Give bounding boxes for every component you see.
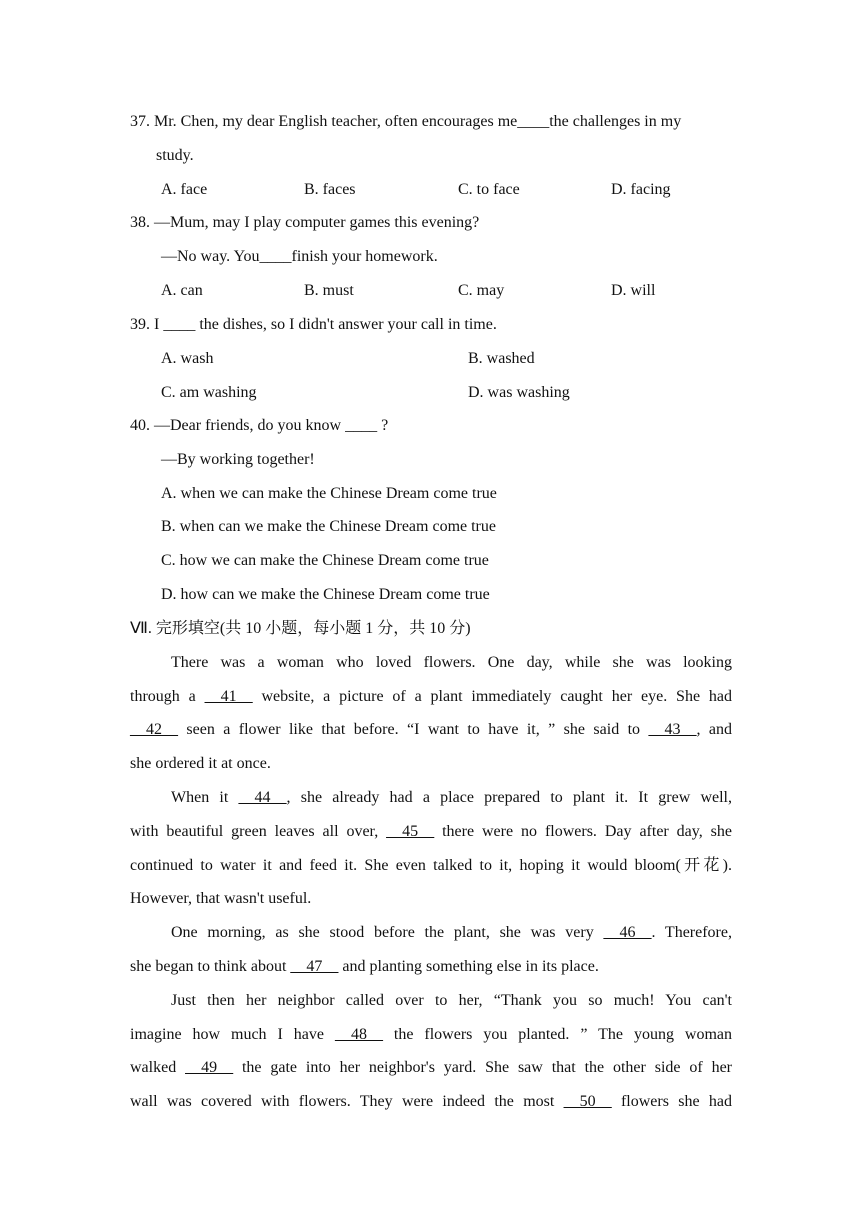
blank-49[interactable]: __49__ <box>185 1059 234 1076</box>
q37-stem: 37. Mr. Chen, my dear English teacher, often encourages me____the challenges in my <box>130 113 682 130</box>
blank-48[interactable]: __48__ <box>334 1026 383 1043</box>
q40-option-a: A. when we can make the Chinese Dream come true <box>161 485 497 502</box>
passage-line: wall was covered with flowers. They were indeed the most __50__ flowers she had <box>130 1093 732 1110</box>
blank-45[interactable]: __45__ <box>386 823 435 840</box>
passage-line: When it __44__, she already had a place prepared to plant it. It grew well, <box>171 789 732 806</box>
blank-44[interactable]: __44__ <box>238 789 287 806</box>
q38-option-a: A. can <box>161 282 203 299</box>
blank-43[interactable]: __43__ <box>648 721 697 738</box>
passage-line: __42__ seen a flower like that before. “I want to have it, ” she said to __43__, and <box>130 721 732 738</box>
blank-50[interactable]: __50__ <box>563 1093 612 1110</box>
passage-line: with beautiful green leaves all over, __45__ there were no flowers. Day after day, she <box>130 823 732 840</box>
q40-stem: 40. —Dear friends, do you know ____ ? <box>130 417 389 434</box>
passage-line: she began to think about __47__ and planting something else in its place. <box>130 958 599 975</box>
q37-stem-cont: study. <box>156 147 194 164</box>
q38-reply: —No way. You____finish your homework. <box>161 248 438 265</box>
q39-option-b: B. washed <box>468 350 535 367</box>
q37-option-c: C. to face <box>458 181 520 198</box>
blank-47[interactable]: __47__ <box>290 958 339 975</box>
blank-42[interactable]: __42__ <box>130 721 178 738</box>
q37-option-d: D. facing <box>611 181 671 198</box>
passage-line: she ordered it at once. <box>130 755 271 772</box>
q39-option-d: D. was washing <box>468 384 570 401</box>
q40-reply: —By working together! <box>161 451 315 468</box>
passage-line: However, that wasn't useful. <box>130 890 312 907</box>
blank-46[interactable]: __46__ <box>603 924 652 941</box>
q40-option-c: C. how we can make the Chinese Dream come true <box>161 552 489 569</box>
q39-option-c: C. am washing <box>161 384 257 401</box>
q38-option-c: C. may <box>458 282 505 299</box>
q38-option-b: B. must <box>304 282 354 299</box>
q40-option-d: D. how can we make the Chinese Dream come true <box>161 586 490 603</box>
passage-line: walked __49__ the gate into her neighbor's yard. She saw that the other side of her <box>130 1059 732 1076</box>
q37-option-a: A. face <box>161 181 208 198</box>
q39-option-a: A. wash <box>161 350 214 367</box>
q38-option-d: D. will <box>611 282 656 299</box>
q39-stem: 39. I ____ the dishes, so I didn't answer your call in time. <box>130 316 497 333</box>
passage-line: imagine how much I have __48__ the flowers you planted. ” The young woman <box>130 1026 733 1043</box>
section-heading: Ⅶ. 完形填空(共 10 小题，每小题 1 分，共 10 分) <box>130 620 471 637</box>
passage-line: continued to water it and feed it. She even talked to it, hoping it would bloom(开花). <box>130 857 732 874</box>
q37-option-b: B. faces <box>304 181 356 198</box>
passage-line: There was a woman who loved flowers. One day, while she was looking <box>171 654 732 671</box>
q40-option-b: B. when can we make the Chinese Dream come true <box>161 518 496 535</box>
passage-line: Just then her neighbor called over to her, “Thank you so much! You can't <box>171 992 732 1009</box>
passage-line: One morning, as she stood before the plant, she was very __46__. Therefore, <box>171 924 732 941</box>
passage-line: through a __41__ website, a picture of a plant immediately caught her eye. She had <box>130 688 733 705</box>
blank-41[interactable]: __41__ <box>204 688 253 705</box>
q38-stem: 38. —Mum, may I play computer games this evening? <box>130 214 480 231</box>
